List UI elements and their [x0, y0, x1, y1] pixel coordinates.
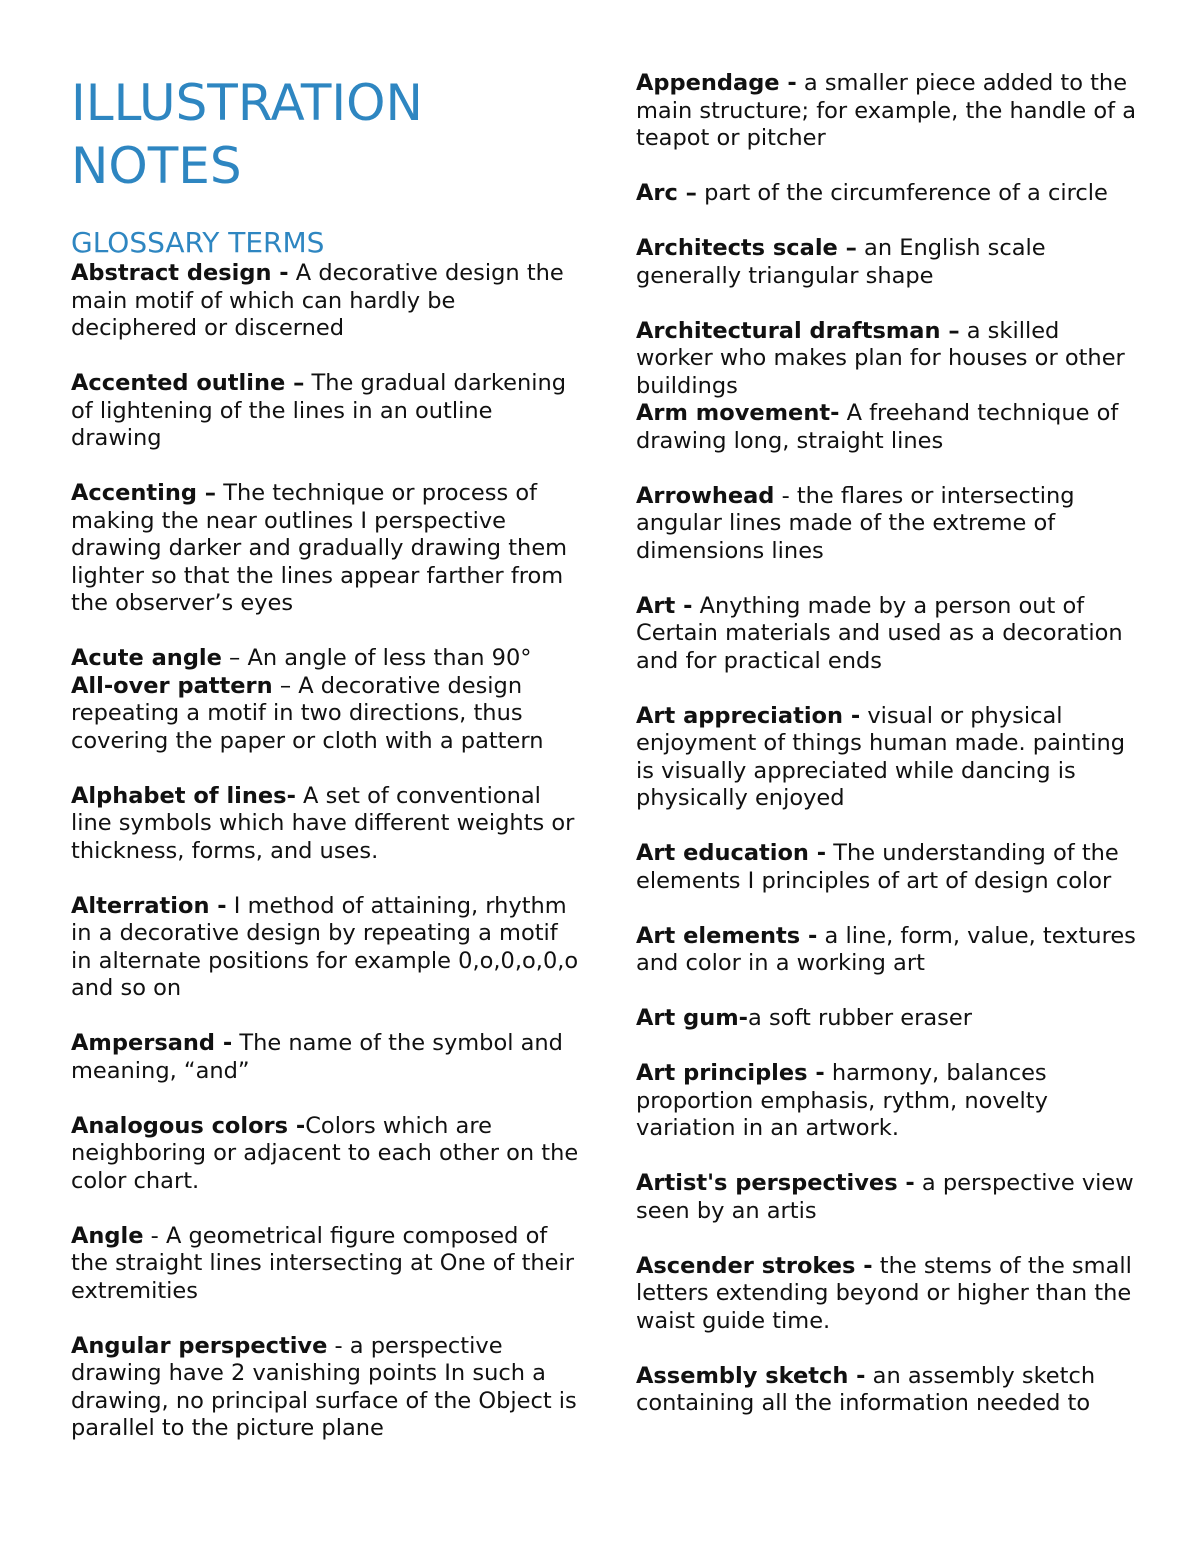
glossary-definition: visual or physical enjoyment of things human made. painting is visually appreciated while dancing is physically enjoyed	[636, 702, 1125, 811]
glossary-definition: the stems of the small letters extending beyond or higher than the waist guide time.	[636, 1252, 1132, 1334]
glossary-term: Appendage -	[636, 70, 797, 96]
glossary-entry	[71, 1030, 581, 1085]
glossary-term: Art elements -	[636, 922, 818, 949]
glossary-definition: The name of the symbol and meaning, “and”	[71, 1030, 563, 1084]
glossary-term: Abstract design -	[71, 260, 289, 286]
glossary-entry	[636, 70, 1136, 153]
glossary-definition: Colors which are neighboring or adjacent to each other on the color chart.	[71, 1112, 579, 1194]
glossary-entry	[71, 673, 581, 756]
left-column	[71, 0, 581, 1443]
glossary-entry	[636, 235, 1136, 290]
glossary-entry	[636, 840, 1136, 895]
glossary-term: Alphabet of lines-	[71, 782, 296, 809]
title-line-2: NOTES	[71, 137, 242, 195]
glossary-term: Arc –	[636, 180, 697, 206]
glossary-definition: A decorative design the main motif of which can hardly be deciphered or discerned	[71, 260, 564, 341]
glossary-term: Architects scale –	[636, 235, 857, 261]
glossary-entry	[636, 1170, 1136, 1225]
glossary-entry	[71, 893, 581, 1003]
glossary-definition: A freehand technique of drawing long, straight lines	[636, 400, 1119, 454]
glossary-entry	[636, 1005, 1136, 1033]
glossary-definition: Anything made by a person out of Certain materials and used as a decoration and for practical ends	[636, 592, 1123, 674]
glossary-term: Acute angle	[71, 645, 222, 671]
glossary-definition: - A geometrical figure composed of the straight lines intersecting at One of their extremities	[71, 1222, 575, 1304]
glossary-entry	[636, 1363, 1136, 1418]
glossary-definition: a perspective view seen by an artis	[636, 1170, 1134, 1224]
glossary-definition: an assembly sketch containing all the information needed to	[636, 1362, 1096, 1416]
title-line-1: ILLUSTRATION	[71, 74, 423, 132]
glossary-definition: I method of attaining, rhythm in a decorative design by repeating a motif in alternate positions for example 0,o,0,o,0,o and so on	[71, 892, 579, 1001]
glossary-term: Assembly sketch -	[636, 1362, 866, 1389]
glossary-entry	[71, 480, 581, 618]
glossary-term: Accented outline –	[71, 370, 305, 396]
glossary-term: Art gum-	[636, 1005, 749, 1031]
glossary-entry	[71, 783, 581, 866]
glossary-term: Angular perspective	[71, 1332, 328, 1359]
glossary-entry	[71, 1223, 581, 1306]
glossary-definition: – A decorative design repeating a motif in two directions, thus covering the paper or cloth with a pattern	[71, 672, 544, 754]
glossary-definition: harmony, balances proportion emphasis, rythm, novelty variation in an artwork.	[636, 1060, 1048, 1141]
glossary-term: Angle	[71, 1222, 144, 1249]
glossary-term: Ampersand -	[71, 1030, 233, 1056]
right-column	[636, 0, 1136, 1418]
glossary-definition: - a perspective drawing have 2 vanishing points In such a drawing, no principal surface of the Object is parallel to the picture plane	[71, 1332, 577, 1441]
document-title	[71, 72, 581, 198]
glossary-term: Analogous colors -	[71, 1112, 306, 1139]
glossary-term: Arrowhead	[636, 482, 775, 509]
glossary-term: All-over pattern	[71, 672, 273, 699]
glossary-entry	[71, 260, 581, 343]
glossary-entry	[71, 645, 581, 673]
glossary-definition: – An angle of less than 90°	[221, 645, 532, 671]
glossary-definition: The understanding of the elements I principles of art of design color	[636, 840, 1119, 894]
glossary-entry	[636, 923, 1136, 978]
glossary-definition: - the flares or intersecting angular lines made of the extreme of dimensions lines	[636, 482, 1075, 564]
glossary-entry	[636, 593, 1136, 676]
glossary-entry	[636, 180, 1136, 208]
glossary-entry	[71, 1333, 581, 1443]
glossary-term: Arm movement-	[636, 400, 840, 426]
glossary-entry	[71, 370, 581, 453]
glossary-entry	[636, 483, 1136, 566]
glossary-entry	[636, 318, 1136, 401]
glossary-term: Art education -	[636, 840, 827, 866]
glossary-term: Accenting –	[71, 480, 217, 506]
glossary-term: Alterration -	[71, 892, 227, 919]
glossary-term: Art -	[636, 592, 693, 619]
glossary-definition: part of the circumference of a circle	[696, 180, 1108, 206]
glossary-entry	[636, 1060, 1136, 1143]
glossary-entry	[636, 1253, 1136, 1336]
glossary-definition: A set of conventional line symbols which have different weights or thickness, forms, and uses.	[71, 782, 575, 864]
glossary-entry	[636, 703, 1136, 813]
glossary-definition: a skilled worker who makes plan for houses or other buildings	[636, 317, 1125, 399]
section-heading: GLOSSARY TERMS	[71, 226, 325, 259]
glossary-term: Architectural draftsman –	[636, 317, 960, 344]
glossary-entry	[71, 1113, 581, 1196]
glossary-entry	[636, 400, 1136, 455]
glossary-term: Art principles -	[636, 1060, 825, 1086]
glossary-definition: a soft rubber eraser	[748, 1005, 972, 1031]
glossary-definition: The technique or process of making the near outlines I perspective drawing darker and gradually drawing them lighter so that the lines appear farther from the observer’s eyes	[71, 480, 568, 616]
glossary-term: Ascender strokes -	[636, 1252, 873, 1279]
glossary-definition: a smaller piece added to the main structure; for example, the handle of a teapot or pitcher	[636, 70, 1136, 151]
glossary-definition: an English scale generally triangular shape	[636, 235, 1046, 289]
glossary-definition: The gradual darkening of lightening of the lines in an outline drawing	[71, 370, 566, 451]
glossary-definition: a line, form, value, textures and color in a working art	[636, 922, 1136, 976]
glossary-term: Artist's perspectives -	[636, 1170, 915, 1196]
glossary-term: Art appreciation -	[636, 702, 861, 729]
